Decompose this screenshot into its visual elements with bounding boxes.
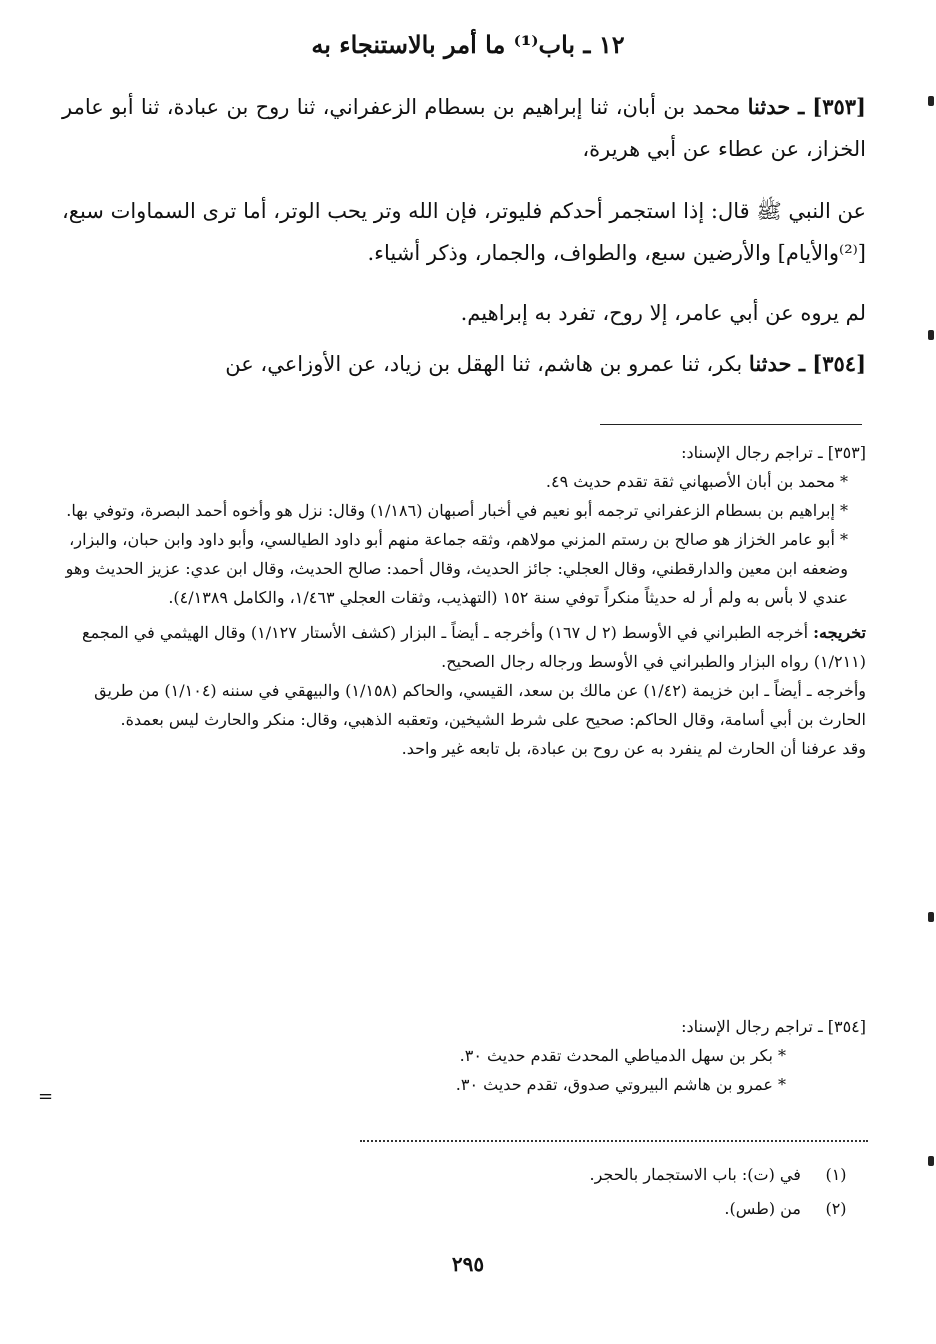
footnote-2 xyxy=(62,1194,866,1224)
hadith-354-isnad: بكر، ثنا عمرو بن هاشم، ثنا الهقل بن زياد، عن الأوزاعي، عن xyxy=(225,352,743,376)
notes-separator-line xyxy=(600,424,862,425)
footnote-separator xyxy=(360,1140,868,1142)
hadith-353-comment xyxy=(62,292,866,334)
narrator-note-1: * محمد بن أبان الأصبهاني ثقة تقدم حديث ٤٩. xyxy=(545,472,848,491)
scan-edge-mark xyxy=(928,912,934,922)
takhrij-text-3: وقد عرفنا أن الحارث لم ينفرد به عن روح بن عبادة، بل تابعه غير واحد. xyxy=(401,739,866,758)
narrator-note-5: * عمرو بن هاشم البيروتي صدوق، تقدم حديث ٣٠. xyxy=(455,1075,786,1094)
narrator-note-3: * أبو عامر الخزاز هو صالح بن رستم المزني مولاهم، وثقه جماعة منهم أبو داود الطيالسي، وأبو داود وابن حبان، والبزار، وضعفه ابن معين والدارقطني، وقال العجلي: جائز الحديث، وقال أحمد: صالح الحديث، وقال ابن عدي: عزيز الحديث وهو عندي لا بأس به ولم أر له حديثاً منكراً توفي سنة ١٥٢ (التهذيب، وثقات العجلي ١/٤٦٣، والكامل ٤/١٣٨٩). xyxy=(65,530,848,607)
takhrij-label: تخريجه: xyxy=(813,623,866,642)
page-number: ٢٩٥ xyxy=(451,1252,485,1276)
footnote-2-number: (٢) xyxy=(825,1199,847,1218)
hadith-353-matn xyxy=(62,190,866,274)
footnote-1-number: (١) xyxy=(825,1165,847,1184)
scan-edge-mark xyxy=(928,96,934,106)
notes-354 xyxy=(62,1012,866,1099)
footnote-1 xyxy=(62,1160,866,1190)
scan-edge-mark xyxy=(928,330,934,340)
hadith-354-id: [٣٥٤] ـ حدثنا xyxy=(748,351,866,376)
hadith-354 xyxy=(62,343,866,385)
takhrij-text-1: أخرجه الطبراني في الأوسط (٢ ل ١٦٧) وأخرجه ـ أيضاً ـ البزار (كشف الأستار ١/١٢٧) وقال الهيثمي في المجمع (١/٢١١) رواه البزار والطبراني في الأوسط ورجاله رجال الصحيح. xyxy=(82,623,866,671)
notes-354-heading: [٣٥٤] ـ تراجم رجال الإسناد: xyxy=(681,1017,866,1036)
scan-edge-mark xyxy=(928,1156,934,1166)
narrator-note-2: * إبراهيم بن بسطام الزعفراني ترجمه أبو نعيم في أخبار أصبهان (١/١٨٦) وقال: نزل هو وأخوه أحمد البصرة، وتوفي بها. xyxy=(66,501,848,520)
hadith-353 xyxy=(62,86,866,170)
chapter-title: ١٢ ـ باب⁽¹⁾ ما أمر بالاستنجاء به xyxy=(311,30,625,59)
narrator-note-4: * بكر بن سهل الدمياطي المحدث تقدم حديث ٣٠. xyxy=(459,1046,786,1065)
hadith-353-comment-text: لم يروه عن أبي عامر، إلا روح، تفرد به إبراهيم. xyxy=(460,301,866,325)
notes-353-heading: [٣٥٣] ـ تراجم رجال الإسناد: xyxy=(681,443,866,462)
hadith-353-id: [٣٥٣] ـ حدثنا xyxy=(747,94,866,119)
footnote-2-text: من (طس). xyxy=(724,1199,801,1218)
hadith-353-isnad: محمد بن أبان، ثنا إبراهيم بن بسطام الزعفراني، ثنا روح بن عبادة، ثنا أبو عامر الخزاز، عن عطاء عن أبي هريرة، xyxy=(62,95,866,161)
footnote-1-text: في (ت): باب الاستجمار بالحجر. xyxy=(589,1165,801,1184)
takhrij-text-2: وأخرجه ـ أيضاً ـ ابن خزيمة (١/٤٢) عن مالك بن سعد، القيسي، والحاكم (١/١٥٨) والبيهقي في سننه (١/١٠٤) من طريق الحارث بن أبي أسامة، وقال الحاكم: صحيح على شرط الشيخين، وتعقبه الذهبي، وقال: منكر والحارث ليس بعمدة. xyxy=(94,681,866,729)
hadith-353-matn-text: عن النبي ﷺ قال: إذا استجمر أحدكم فليوتر، فإن الله وتر يحب الوتر، أما ترى السماوات سبع، [⁽²⁾والأيام] والأرضين سبع، والطواف، والجمار، وذكر أشياء. xyxy=(62,199,866,265)
notes-353 xyxy=(62,438,866,763)
margin-mark: = xyxy=(38,1086,54,1107)
